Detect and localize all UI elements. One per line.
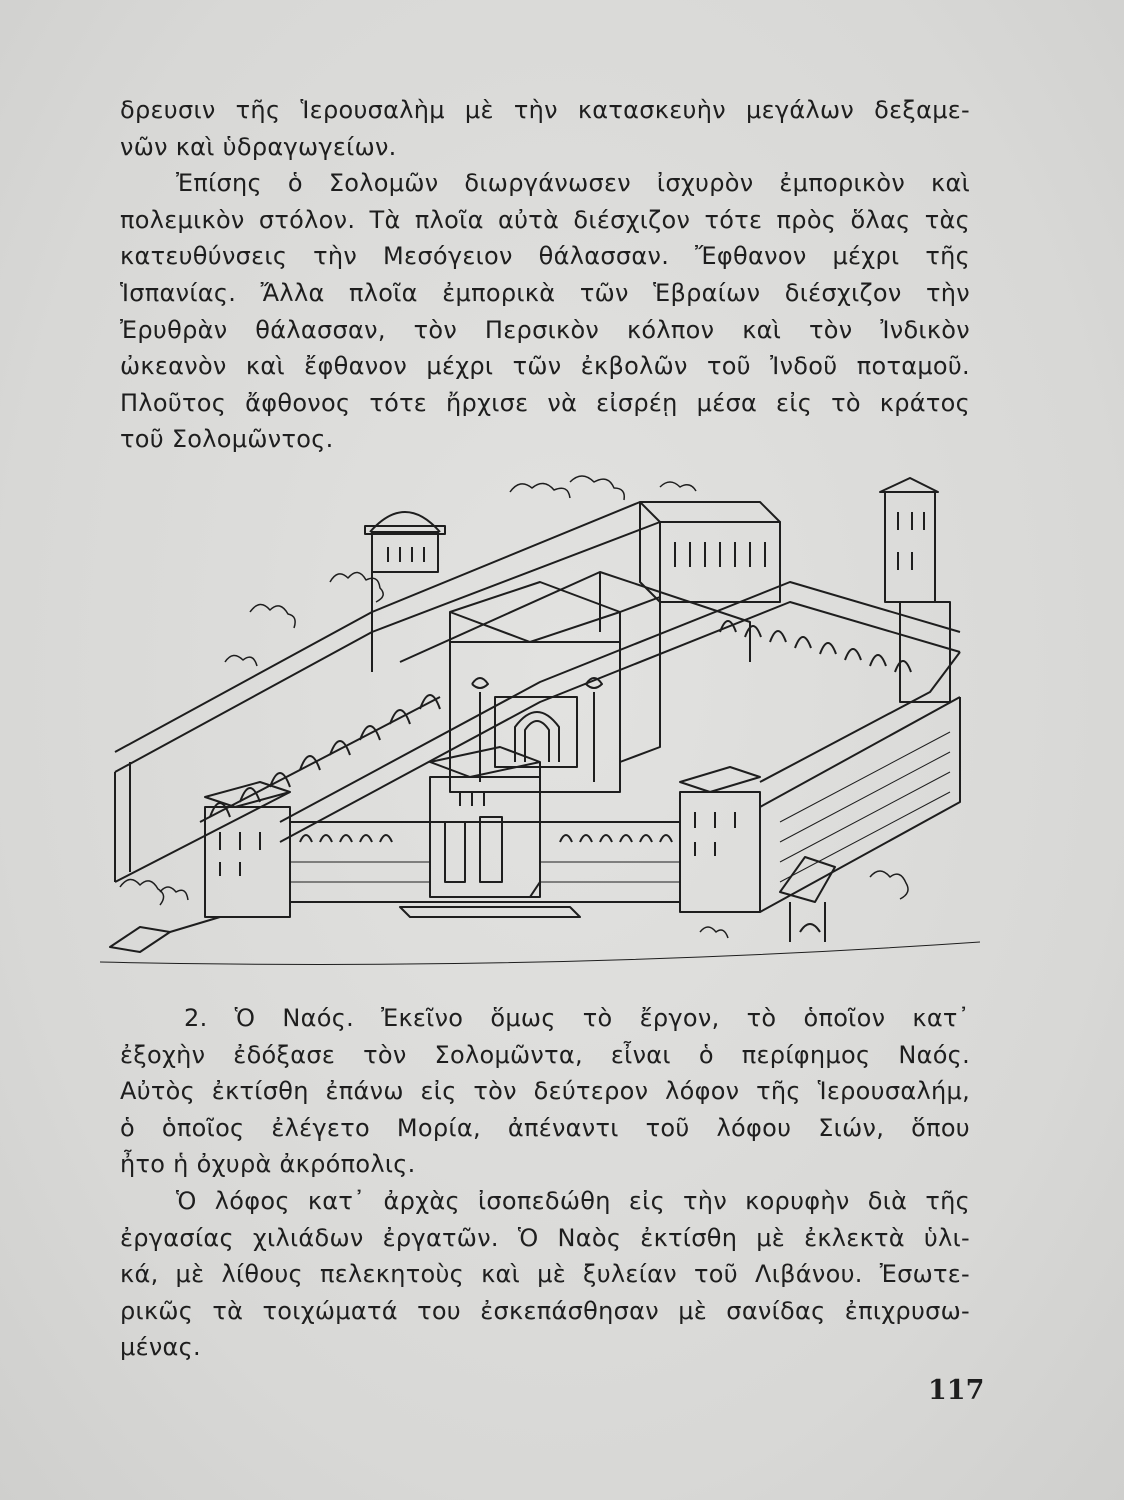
text-line: κά, μὲ λίθους πελεκητοὺς καὶ μὲ ξυλείαν τοῦ Λιβάνου. Ἐσωτε- bbox=[120, 1260, 970, 1289]
page-number: 117 bbox=[928, 1375, 985, 1406]
text-line: ἐξοχὴν ἐδόξασε τὸν Σολομῶντα, εἶναι ὁ περίφημος Ναός. bbox=[120, 1040, 970, 1069]
text-line: τοῦ Σολομῶντος. bbox=[120, 425, 334, 454]
text-line: ἐργασίας χιλιάδων ἐργατῶν. Ὁ Ναὸς ἐκτίσθη μὲ ἐκλεκτὰ ὑλι- bbox=[120, 1223, 970, 1252]
text-line: Ὁ λόφος κατ᾽ ἀρχὰς ἰσοπεδώθη εἰς τὴν κορυφὴν διὰ τῆς bbox=[176, 1186, 970, 1215]
right-tower bbox=[880, 478, 938, 602]
text-line: Πλοῦτος ἄφθονος τότε ἤρχισε νὰ εἰσρέῃ μέσα εἰς τὸ κράτος bbox=[120, 388, 970, 417]
front-gatehouse bbox=[400, 747, 580, 917]
paragraph-top bbox=[120, 92, 970, 458]
text-line: Αὐτὸς ἐκτίσθη ἐπάνω εἰς τὸν δεύτερον λόφον τῆς Ἱερουσαλήμ, bbox=[120, 1077, 970, 1106]
front-low-wall bbox=[290, 822, 680, 902]
trees-background bbox=[120, 476, 908, 938]
front-left-tower bbox=[205, 782, 290, 917]
text-line: κατευθύνσεις τὴν Μεσόγειον θάλασσαν. Ἔφθανον μέχρι τῆς bbox=[120, 242, 970, 271]
section-heading-line: 2. Ὁ Ναός. Ἐκεῖνο ὅμως τὸ ἔργον, τὸ ὁποῖον κατ᾽ bbox=[184, 1004, 970, 1032]
text-line: Ἐπίσης ὁ Σολομῶν διωργάνωσεν ἰσχυρὸν ἐμπορικὸν καὶ bbox=[176, 169, 970, 198]
central-sanctuary bbox=[450, 582, 660, 792]
paragraph-bottom bbox=[120, 1000, 970, 1366]
text-line: νῶν καὶ ὑδραγωγείων. bbox=[120, 132, 397, 161]
ground-line bbox=[100, 942, 980, 965]
right-wall bbox=[760, 602, 960, 912]
steps-bottom-left bbox=[110, 917, 220, 952]
text-line: πολεμικὸν στόλον. Τὰ πλοῖα αὐτὰ διέσχιζον τότε πρὸς ὅλας τὰς bbox=[120, 205, 970, 234]
pavilion bbox=[780, 857, 835, 942]
text-line: Ἐρυθρὰν θάλασσαν, τὸν Περσικὸν κόλπον καὶ τὸν Ἰνδικὸν bbox=[120, 315, 970, 344]
text-line: Ἱσπανίας. Ἄλλα πλοῖα ἐμπορικὰ τῶν Ἑβραίων διέσχιζον τὴν bbox=[120, 278, 970, 307]
text-line: ὠκεανὸν καὶ ἔφθανον μέχρι τῶν ἐκβολῶν τοῦ Ἰνδοῦ ποταμοῦ. bbox=[120, 352, 970, 381]
text-line: ρικῶς τὰ τοιχώματά του ἐσκεπάσθησαν μὲ σανίδας ἐπιχρυσω- bbox=[120, 1296, 970, 1325]
front-right-tower bbox=[680, 767, 760, 912]
text-line: μένας. bbox=[120, 1333, 201, 1362]
text-line: δρευσιν τῆς Ἱερουσαλὴμ μὲ τὴν κατασκευὴν μεγάλων δεξαμε- bbox=[120, 96, 970, 124]
text-line: ὁ ὁποῖος ἐλέγετο Μορία, ἀπέναντι τοῦ λόφου Σιών, ὅπου bbox=[120, 1113, 970, 1142]
temple-illustration bbox=[100, 462, 980, 982]
upper-building bbox=[640, 502, 780, 602]
text-line: ἦτο ἡ ὀχυρὰ ἀκρόπολις. bbox=[120, 1150, 416, 1179]
